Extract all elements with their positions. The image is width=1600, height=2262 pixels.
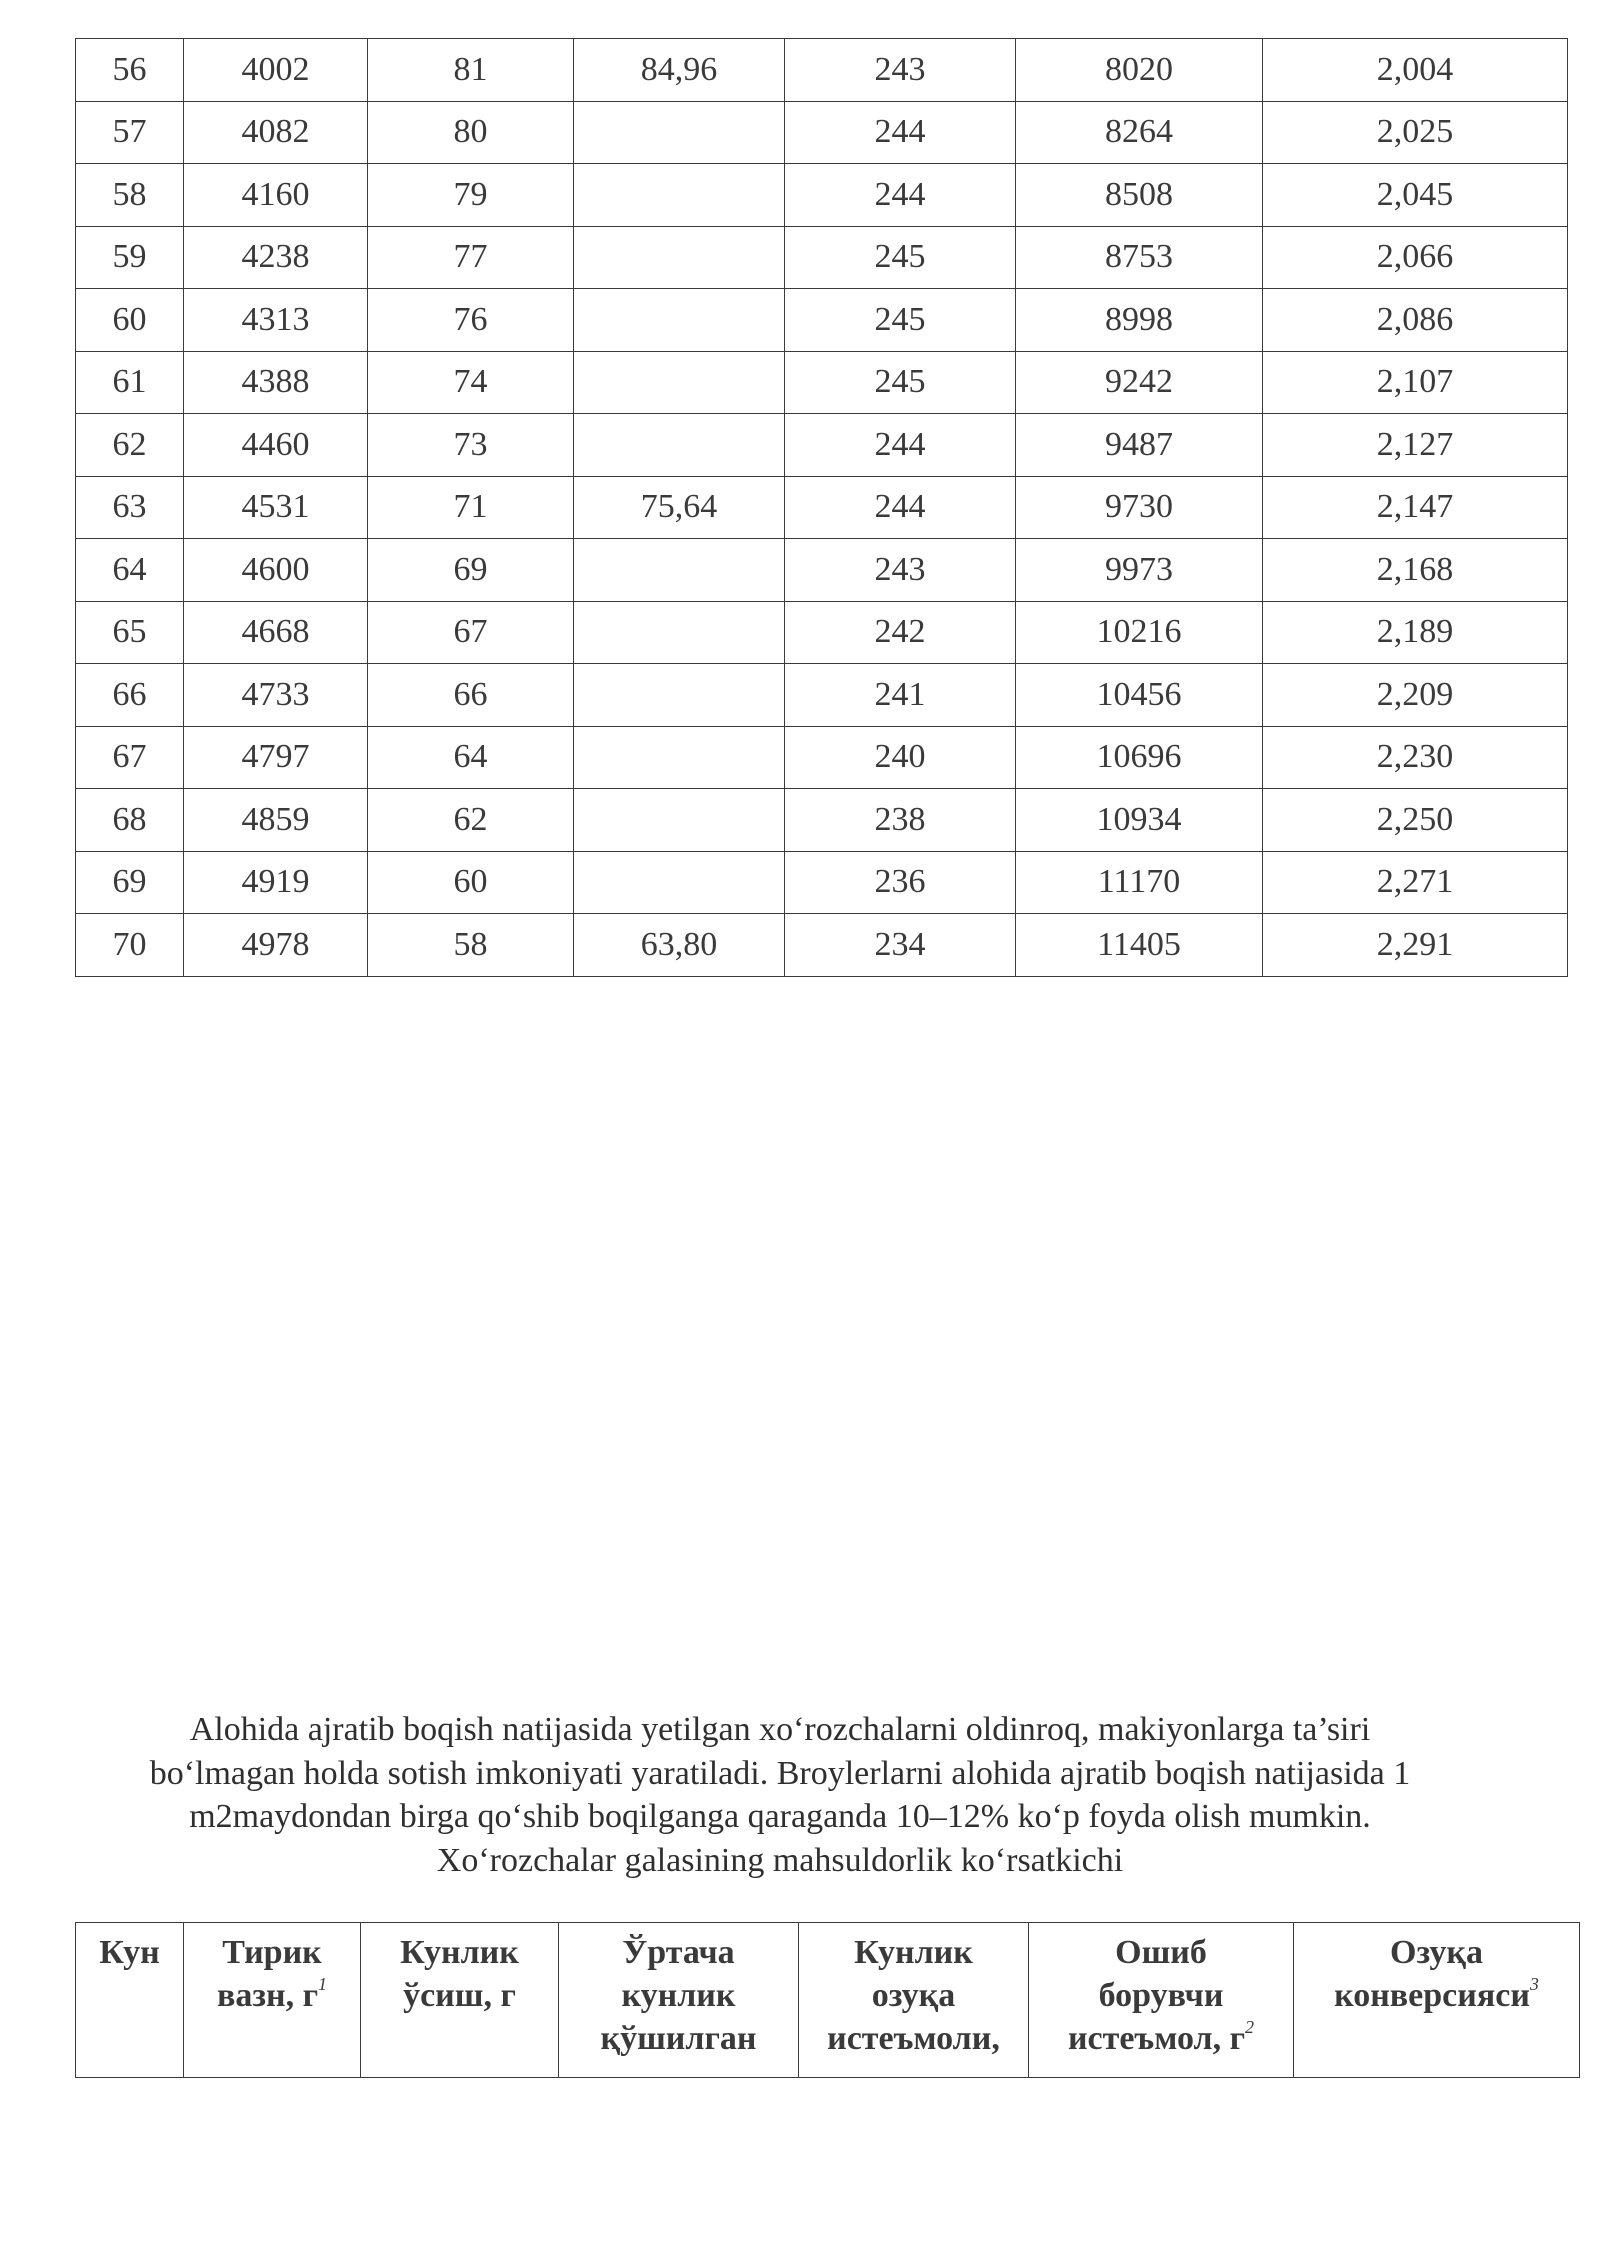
table-row <box>76 39 1568 102</box>
paragraph-line: bo‘lmagan holda sotish imkoniyati yaratiladi. Broylerlarni alohida ajratib boqish natijasida 1 <box>149 1754 1411 1792</box>
table-cell: 64 <box>76 539 184 602</box>
table-cell: 8264 <box>1016 101 1263 164</box>
table-cell: 8753 <box>1016 226 1263 289</box>
column-header <box>1029 1923 1294 2078</box>
column-header <box>361 1923 559 2078</box>
table-cell: 241 <box>785 664 1016 727</box>
header-row <box>76 1923 1580 2078</box>
table-cell: 66 <box>76 664 184 727</box>
table-row <box>76 289 1568 352</box>
table-cell: 2,127 <box>1263 414 1568 477</box>
column-header <box>76 1923 184 2078</box>
column-header-text: ўсиш, г <box>403 1977 516 2014</box>
table-cell: 2,025 <box>1263 101 1568 164</box>
table-cell: 4600 <box>184 539 368 602</box>
table-cell: 64 <box>368 726 574 789</box>
table-cell: 10934 <box>1016 789 1263 852</box>
table-cell: 75,64 <box>574 476 785 539</box>
table-cell <box>574 414 785 477</box>
table-row <box>76 851 1568 914</box>
table-cell: 8508 <box>1016 164 1263 227</box>
table-cell: 2,066 <box>1263 226 1568 289</box>
column-header-text: Озуқа <box>1390 1934 1483 1971</box>
table-cell: 67 <box>76 726 184 789</box>
table-cell: 84,96 <box>574 39 785 102</box>
table-cell <box>574 664 785 727</box>
table-cell <box>574 351 785 414</box>
table-cell <box>574 539 785 602</box>
table-cell: 60 <box>76 289 184 352</box>
table-cell: 4919 <box>184 851 368 914</box>
table-row <box>76 726 1568 789</box>
table-row <box>76 226 1568 289</box>
column-header-text: истеъмол, $г^2$ <box>1067 2017 1255 2057</box>
table-cell: 70 <box>76 914 184 977</box>
table-cell: 2,230 <box>1263 726 1568 789</box>
table-cell: 2,189 <box>1263 601 1568 664</box>
table-row <box>76 101 1568 164</box>
table-cell: 63,80 <box>574 914 785 977</box>
table-cell: 66 <box>368 664 574 727</box>
table-cell: 74 <box>368 351 574 414</box>
table-cell: 79 <box>368 164 574 227</box>
footnote-marker: 1 <box>318 1974 328 1994</box>
table-cell: 238 <box>785 789 1016 852</box>
column-header-text: борувчи <box>1098 1977 1224 2014</box>
table-cell: 234 <box>785 914 1016 977</box>
table-cell: 245 <box>785 351 1016 414</box>
table-cell: 9487 <box>1016 414 1263 477</box>
table-cell: 71 <box>368 476 574 539</box>
table-cell <box>574 726 785 789</box>
table-cell: 11405 <box>1016 914 1263 977</box>
table-cell: 63 <box>76 476 184 539</box>
table-cell: 57 <box>76 101 184 164</box>
table-cell: 69 <box>368 539 574 602</box>
table-cell: 2,168 <box>1263 539 1568 602</box>
table-row <box>76 414 1568 477</box>
table-cell: 4859 <box>184 789 368 852</box>
table-row <box>76 789 1568 852</box>
table-cell: 4238 <box>184 226 368 289</box>
table-cell: 4460 <box>184 414 368 477</box>
table-cell <box>574 101 785 164</box>
table-cell: 56 <box>76 39 184 102</box>
table-cell: 240 <box>785 726 1016 789</box>
table-cell: 11170 <box>1016 851 1263 914</box>
table-cell: 2,147 <box>1263 476 1568 539</box>
table-cell: 244 <box>785 101 1016 164</box>
column-header-text: қўшилган <box>600 2020 757 2057</box>
table-cell: 236 <box>785 851 1016 914</box>
column-header-text: Кунлик <box>400 1934 519 1971</box>
table-cell: 58 <box>368 914 574 977</box>
table-cell: 62 <box>368 789 574 852</box>
data-table <box>75 38 1568 977</box>
table-row <box>76 539 1568 602</box>
table-cell: 73 <box>368 414 574 477</box>
table-cell: 65 <box>76 601 184 664</box>
table-row <box>76 914 1568 977</box>
table-cell: 243 <box>785 39 1016 102</box>
column-header-text: конверсияси$^3$ <box>1334 1974 1539 2014</box>
paragraph-line: m2maydondan birga qo‘shib boqilganga qaraganda 10–12% ko‘p foyda olish mumkin. <box>189 1798 1371 1835</box>
table-cell: 61 <box>76 351 184 414</box>
table-cell: 244 <box>785 164 1016 227</box>
table-cell: 80 <box>368 101 574 164</box>
table-cell: 10696 <box>1016 726 1263 789</box>
column-header-text: Ўртача <box>622 1934 735 1971</box>
table-cell: 245 <box>785 289 1016 352</box>
table-cell: 4797 <box>184 726 368 789</box>
column-header-text: Кунлик <box>854 1934 973 1971</box>
table-cell: 4388 <box>184 351 368 414</box>
table-cell <box>574 851 785 914</box>
table-cell: 4668 <box>184 601 368 664</box>
table-cell: 8998 <box>1016 289 1263 352</box>
table-cell: 2,107 <box>1263 351 1568 414</box>
table-cell: 10456 <box>1016 664 1263 727</box>
header-table <box>75 1922 1580 2078</box>
table-cell: 4313 <box>184 289 368 352</box>
column-header-text: кунлик <box>621 1977 736 2014</box>
table-cell: 243 <box>785 539 1016 602</box>
table-cell: 76 <box>368 289 574 352</box>
column-header-text: Кун <box>99 1934 160 1971</box>
table-cell: 4002 <box>184 39 368 102</box>
table-cell: 4531 <box>184 476 368 539</box>
table-cell: 2,086 <box>1263 289 1568 352</box>
table-cell: 2,250 <box>1263 789 1568 852</box>
column-header-text: Ошиб <box>1115 1934 1207 1971</box>
column-header <box>559 1923 799 2078</box>
table-cell: 245 <box>785 226 1016 289</box>
table-cell <box>574 289 785 352</box>
table-cell: 9730 <box>1016 476 1263 539</box>
table-cell <box>574 789 785 852</box>
table-row <box>76 601 1568 664</box>
table-cell: 10216 <box>1016 601 1263 664</box>
column-header <box>1294 1923 1580 2078</box>
column-header-text: озуқа <box>871 1977 956 2014</box>
table-cell: 59 <box>76 226 184 289</box>
table-row <box>76 351 1568 414</box>
table-cell: 60 <box>368 851 574 914</box>
column-header-text: истеъмоли, <box>827 2020 1000 2057</box>
column-header <box>184 1923 361 2078</box>
table-cell: 62 <box>76 414 184 477</box>
table-cell: 4082 <box>184 101 368 164</box>
paragraph-line: Alohida ajratib boqish natijasida yetilgan xo‘rozchalarni oldinroq, makiyonlarga ta’siri <box>189 1711 1371 1748</box>
table-cell: 67 <box>368 601 574 664</box>
body-paragraph <box>60 1708 1500 1882</box>
column-header <box>799 1923 1029 2078</box>
footnote-marker: 2 <box>1245 2017 1255 2037</box>
column-header-text: вазн, $г^1$ <box>216 1974 328 2014</box>
table-cell: 69 <box>76 851 184 914</box>
table-row <box>76 664 1568 727</box>
table-cell <box>574 226 785 289</box>
footnote-marker: 3 <box>1529 1974 1539 1994</box>
table-cell <box>574 164 785 227</box>
table-row <box>76 476 1568 539</box>
data-table-body <box>76 39 1568 977</box>
table-caption: Xo‘rozchalar galasining mahsuldorlik ko‘rsatkichi <box>436 1841 1124 1879</box>
table-cell: 2,045 <box>1263 164 1568 227</box>
table-cell: 58 <box>76 164 184 227</box>
table-cell: 244 <box>785 414 1016 477</box>
table-cell: 2,209 <box>1263 664 1568 727</box>
table-cell: 242 <box>785 601 1016 664</box>
table-cell: 4733 <box>184 664 368 727</box>
table-cell: 68 <box>76 789 184 852</box>
table-cell: 244 <box>785 476 1016 539</box>
table-cell: 8020 <box>1016 39 1263 102</box>
table-cell <box>574 601 785 664</box>
table-row <box>76 164 1568 227</box>
table-cell: 2,291 <box>1263 914 1568 977</box>
table-cell: 2,271 <box>1263 851 1568 914</box>
table-cell: 2,004 <box>1263 39 1568 102</box>
table-cell: 4978 <box>184 914 368 977</box>
table-cell: 4160 <box>184 164 368 227</box>
table-cell: 77 <box>368 226 574 289</box>
table-cell: 81 <box>368 39 574 102</box>
table-cell: 9973 <box>1016 539 1263 602</box>
column-header-text: Тирик <box>222 1934 322 1971</box>
table-cell: 9242 <box>1016 351 1263 414</box>
